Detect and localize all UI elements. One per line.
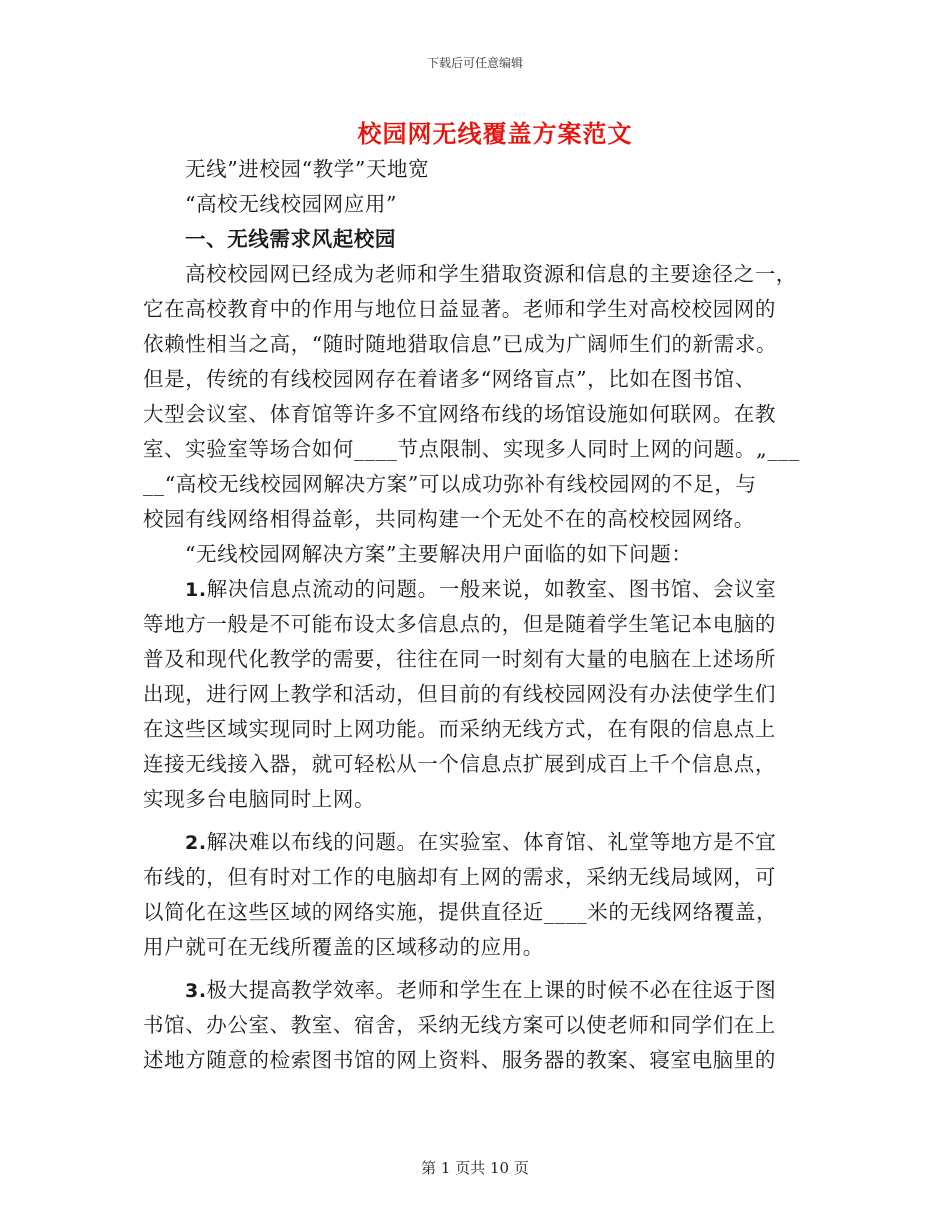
- paragraph-line: 高校校园网已经成为老师和学生猎取资源和信息的主要途径之一，: [185, 262, 797, 286]
- header-note: 下载后可任意编辑: [426, 56, 523, 70]
- paragraph-line: 但是，传统的有线校园网存在着诸多“网络盲点”，比如在图书馆、: [143, 367, 756, 391]
- list-item-1: [143, 572, 807, 607]
- subtitle-line-2: “高校无线校园网应用”: [185, 192, 398, 216]
- section-heading: 一、无线需求风起校园: [185, 227, 396, 251]
- paragraph-line: 出现，进行网上教学和活动，但目前的有线校园网没有办法使学生们: [143, 682, 776, 706]
- subtitle-line-1: 无线”进校园“教学”天地宽: [185, 157, 430, 181]
- paragraph-line: 用户就可在无线所覆盖的区域移动的应用。: [143, 935, 544, 959]
- paragraph-line: 连接无线接入器，就可轻松从一个信息点扩展到成百上千个信息点，: [143, 752, 776, 776]
- list-text: 解决难以布线的问题。在实验室、体育馆、礼堂等地方是不宜: [206, 830, 777, 854]
- list-text: 解决信息点流动的问题。一般来说，如教室、图书馆、会议室: [206, 577, 777, 601]
- paragraph-line: 大型会议室、体育馆等许多不宜网络布线的场馆设施如何联网。在教: [143, 402, 776, 426]
- paragraph-line: 依赖性相当之高，“随时随地猎取信息”已成为广阔师生们的新需求。: [143, 332, 778, 356]
- paragraph-line: 实现多台电脑同时上网。: [143, 787, 376, 811]
- list-number: 1.: [185, 579, 207, 601]
- spacer: [143, 817, 807, 825]
- paragraph-line: 布线的，但有时对工作的电脑却有上网的需求，采纳无线局域网，可: [143, 865, 776, 889]
- paragraph-line: 校园有线网络相得益彰，共同构建一个无处不在的高校校园网络。: [143, 507, 755, 531]
- list-number: 2.: [185, 832, 207, 854]
- list-number: 3.: [185, 980, 207, 1002]
- paragraph-line: 普及和现代化教学的需要，往往在同一时刻有大量的电脑在上述场所: [143, 647, 776, 671]
- paragraph-line: 述地方随意的检索图书馆的网上资料、服务器的教案、寝室电脑里的: [143, 1048, 776, 1072]
- paragraph-line: 书馆、办公室、教室、宿舍，采纳无线方案可以使老师和同学们在上: [143, 1013, 776, 1037]
- document-title: 校园网无线覆盖方案范文: [357, 119, 633, 148]
- paragraph-line: __“高校无线校园网解决方案”可以成功弥补有线校园网的不足，与: [143, 472, 757, 496]
- paragraph-line: “无线校园网解决方案”主要解决用户面临的如下问题：: [185, 542, 693, 566]
- document-body: [143, 152, 807, 1078]
- paragraph-line: 等地方一般是不可能布设太多信息点的，但是随着学生笔记本电脑的: [143, 612, 776, 636]
- paragraph-line: 以简化在这些区域的网络实施，提供直径近____米的无线网络覆盖，: [143, 900, 778, 924]
- paragraph-line: 室、实验室等场合如何____节点限制、实现多人同时上网的问题。„___: [143, 437, 800, 461]
- page-footer: 第 1 页共 10 页: [421, 1159, 529, 1177]
- paragraph-line: 它在高校教育中的作用与地位日益显著。老师和学生对高校校园网的: [143, 297, 776, 321]
- list-item-2: [143, 825, 807, 860]
- spacer: [143, 965, 807, 973]
- list-text: 极大提高教学效率。老师和学生在上课的时候不必在往返于图: [206, 978, 777, 1002]
- paragraph-line: 在这些区域实现同时上网功能。而采纳无线方式，在有限的信息点上: [143, 717, 776, 741]
- list-item-3: [143, 973, 807, 1008]
